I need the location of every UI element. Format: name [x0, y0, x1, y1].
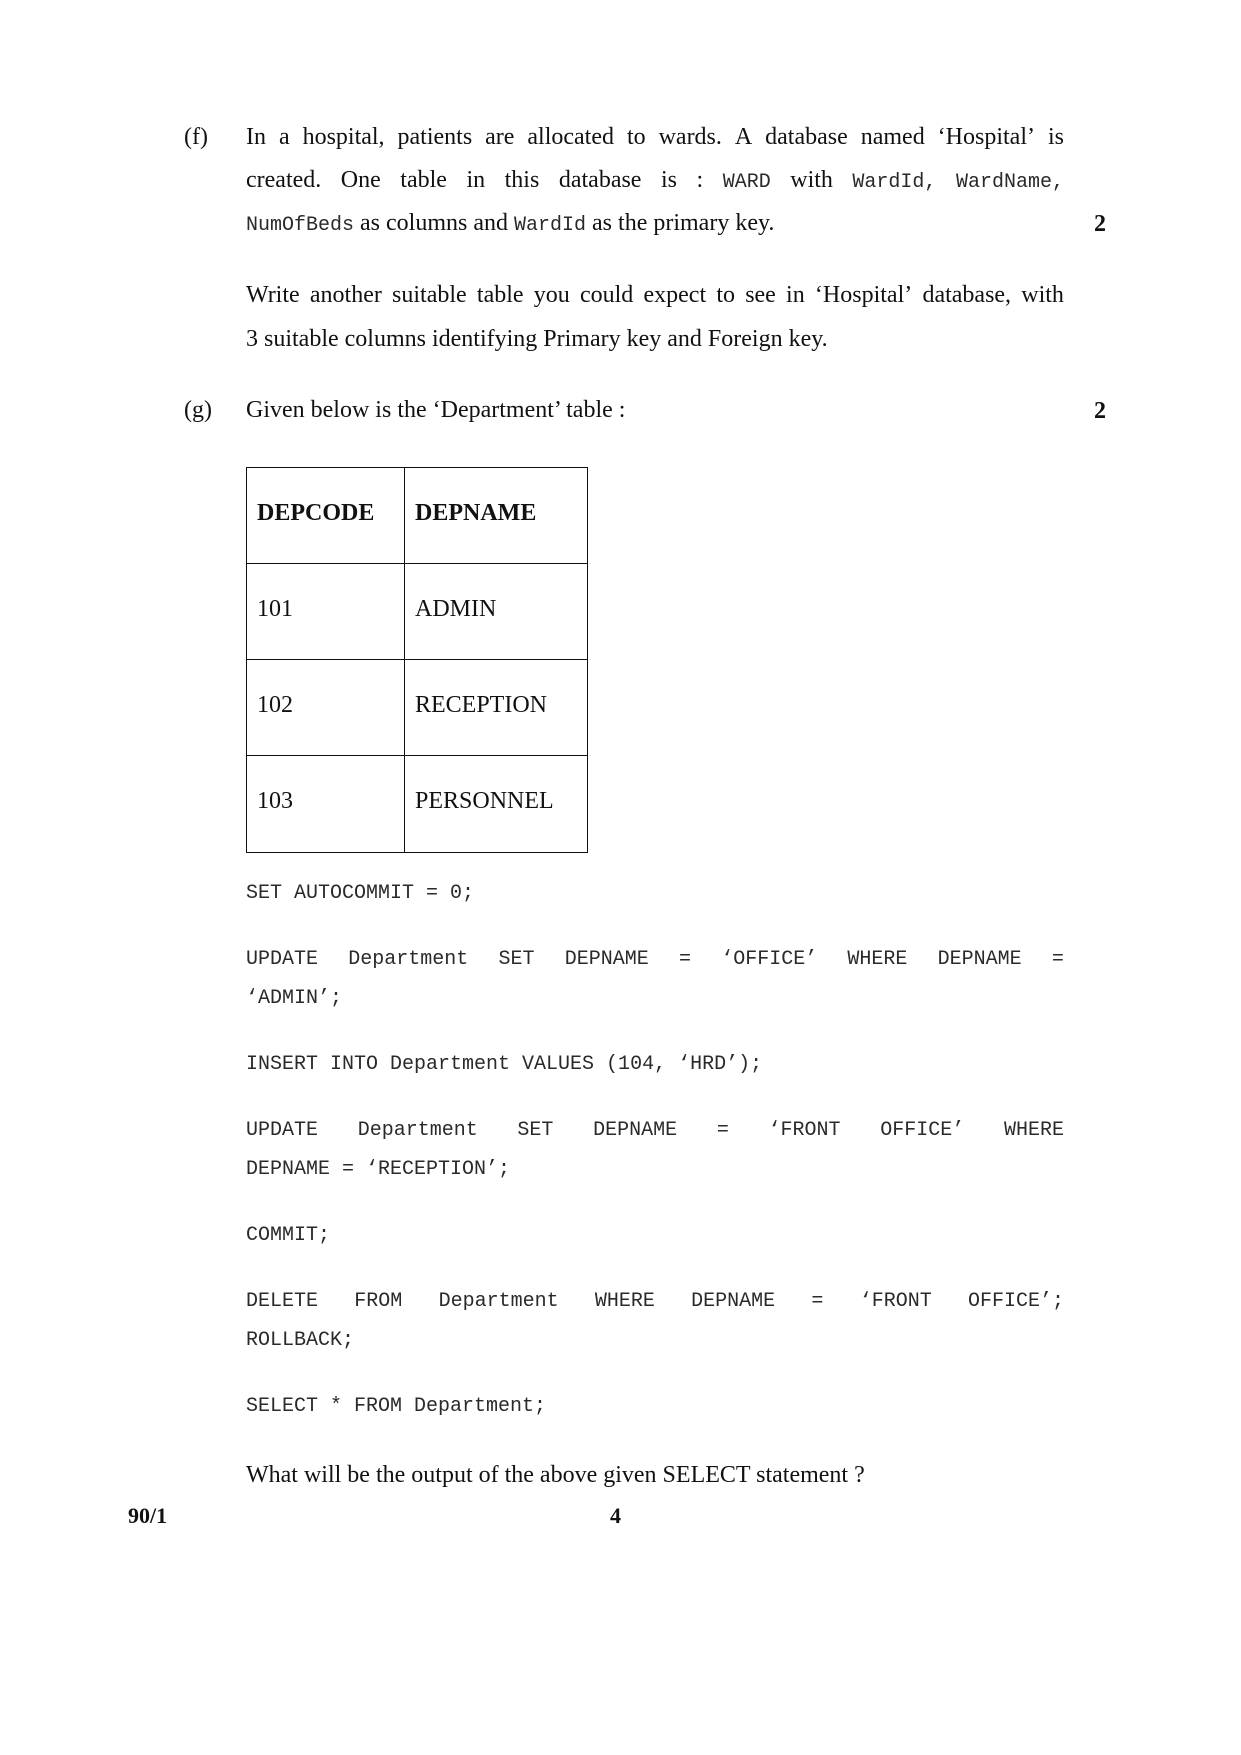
question-f-line-2 — [246, 168, 1064, 195]
question-f-para-2-word-5: you — [533, 282, 570, 308]
table-cell: 103 — [247, 756, 405, 852]
sql-delete-line-1 — [246, 1291, 1064, 1313]
question-f-line-1-word-8: wards. — [658, 124, 722, 150]
question-f-line-1-word-9: A — [734, 124, 753, 150]
question-f-line-2-word-8: : — [696, 167, 704, 193]
sql-delete-token-6: = — [811, 1290, 824, 1313]
question-g-output-question: What will be the output of the above given SELECT statement ? — [246, 1462, 865, 1488]
question-f-para-2-word-1: Write — [246, 282, 300, 308]
question-f-para-2-line-1 — [246, 283, 1064, 307]
sql-rollback: ROLLBACK; — [246, 1329, 355, 1352]
sql-update-office-line-2: ‘ADMIN’; — [246, 987, 343, 1010]
question-f-line-1-word-7: to — [626, 124, 646, 150]
question-g-marks: 2 — [1094, 398, 1106, 424]
question-f-line-1-word-3: hospital, — [302, 124, 385, 150]
sql-update-front-office-token-3: SET — [517, 1119, 554, 1142]
question-f-line-1-word-6: allocated — [527, 124, 614, 150]
sql-update-office-token-7: WHERE — [847, 948, 908, 971]
sql-update-office-token-2: Department — [348, 948, 469, 971]
question-f-line-1-word-5: are — [485, 124, 515, 150]
question-f-para-2-word-12: database, — [922, 282, 1012, 308]
table-header-cell: DEPCODE — [247, 468, 405, 564]
numofbeds-column-name: NumOfBeds — [246, 214, 355, 237]
sql-update-front-office-line-1 — [246, 1120, 1064, 1142]
question-f-para-2-line-2: 3 suitable columns identifying Primary key and Foreign key. — [246, 326, 828, 352]
question-f-line-1-word-12: ‘Hospital’ — [937, 124, 1035, 150]
question-f-para-2-word-7: expect — [643, 282, 707, 308]
sql-delete-token-4: WHERE — [594, 1290, 655, 1313]
sql-delete-token-5: DEPNAME — [691, 1290, 776, 1313]
ward-table-name: WARD — [722, 171, 771, 194]
sql-update-office-token-5: = — [678, 948, 691, 971]
question-f-line-1-word-11: named — [860, 124, 925, 150]
question-f-line-2-word-1: created. — [246, 167, 322, 193]
question-g-intro: Given below is the ‘Department’ table : — [246, 397, 626, 423]
question-f-line-2-word-2: One — [340, 167, 381, 193]
table-cell: ADMIN — [405, 564, 588, 660]
question-f-para-2-word-3: suitable — [392, 282, 467, 308]
sql-insert-hrd: INSERT INTO Department VALUES (104, ‘HRD’); — [246, 1053, 763, 1076]
department-table — [246, 467, 588, 853]
question-g-label: (g) — [184, 397, 212, 423]
question-f-line-2-with: with — [790, 167, 833, 193]
sql-update-office-line-1 — [246, 949, 1064, 971]
sql-update-office-token-9: = — [1051, 948, 1064, 971]
question-f-line-1-word-13: is — [1047, 124, 1064, 150]
question-f-line-1 — [246, 125, 1064, 149]
sql-delete-token-2: FROM — [354, 1290, 403, 1313]
question-f-para-2-word-9: see — [745, 282, 776, 308]
wardname-column-name: WardName, — [955, 171, 1064, 194]
sql-update-front-office-token-2: Department — [357, 1119, 478, 1142]
question-f-para-2-word-13: with — [1021, 282, 1064, 308]
table-header-cell: DEPNAME — [405, 468, 588, 564]
question-f-line-2-word-4: in — [466, 167, 486, 193]
sql-select: SELECT * FROM Department; — [246, 1395, 547, 1418]
question-f-para-2-word-6: could — [579, 282, 634, 308]
question-f-line-3-text-2: as the primary key. — [586, 210, 775, 236]
question-f-para-2-word-4: table — [476, 282, 524, 308]
sql-delete-token-8: OFFICE’; — [967, 1290, 1064, 1313]
question-f-para-2-word-8: to — [716, 282, 735, 308]
question-f-line-2-word-5: this — [504, 167, 540, 193]
question-f-line-1-word-2: a — [278, 124, 290, 150]
table-cell: RECEPTION — [405, 660, 588, 756]
page-number: 4 — [610, 1503, 621, 1528]
table-cell: PERSONNEL — [415, 788, 554, 814]
sql-update-front-office-token-5: = — [716, 1119, 729, 1142]
primary-key-column-name: WardId — [514, 214, 587, 237]
sql-update-front-office-token-7: OFFICE’ — [880, 1119, 965, 1142]
question-f-line-3 — [246, 211, 774, 238]
sql-update-front-office-line-2: DEPNAME = ‘RECEPTION’; — [246, 1158, 511, 1181]
sql-delete-token-7: ‘FRONT — [859, 1290, 932, 1313]
question-f-line-2-word-7: is — [660, 167, 677, 193]
question-f-marks: 2 — [1094, 211, 1106, 237]
sql-update-front-office-token-6: ‘FRONT — [768, 1119, 841, 1142]
question-f-line-1-word-10: database — [765, 124, 848, 150]
table-cell: 102 — [247, 660, 405, 756]
question-f-line-3-text-1: as columns and — [354, 210, 515, 236]
question-f-line-2-word-3: table — [400, 167, 447, 193]
sql-update-office-token-3: SET — [498, 948, 535, 971]
sql-update-front-office-token-1: UPDATE — [246, 1119, 319, 1142]
question-f-line-1-word-4: patients — [397, 124, 473, 150]
sql-delete-token-1: DELETE — [246, 1290, 319, 1313]
question-f-para-2-word-11: ‘Hospital’ — [814, 282, 913, 308]
question-f-line-2-word-6: database — [558, 167, 642, 193]
sql-update-office-token-1: UPDATE — [246, 948, 319, 971]
sql-set-autocommit: SET AUTOCOMMIT = 0; — [246, 882, 475, 905]
wardid-column-name: WardId, — [852, 171, 937, 194]
paper-code: 90/1 — [128, 1503, 168, 1528]
sql-update-office-token-6: ‘OFFICE’ — [721, 948, 818, 971]
question-f-line-1-word-1: In — [246, 124, 266, 150]
sql-update-office-token-8: DEPNAME — [937, 948, 1022, 971]
question-f-para-2-word-10: in — [786, 282, 805, 308]
sql-delete-token-3: Department — [438, 1290, 559, 1313]
question-f-label: (f) — [184, 124, 208, 150]
sql-update-office-token-4: DEPNAME — [564, 948, 649, 971]
question-f-para-2-word-2: another — [309, 282, 382, 308]
sql-update-front-office-token-4: DEPNAME — [593, 1119, 678, 1142]
sql-commit: COMMIT; — [246, 1224, 331, 1247]
table-cell: 101 — [247, 564, 405, 660]
sql-update-front-office-token-8: WHERE — [1003, 1119, 1064, 1142]
